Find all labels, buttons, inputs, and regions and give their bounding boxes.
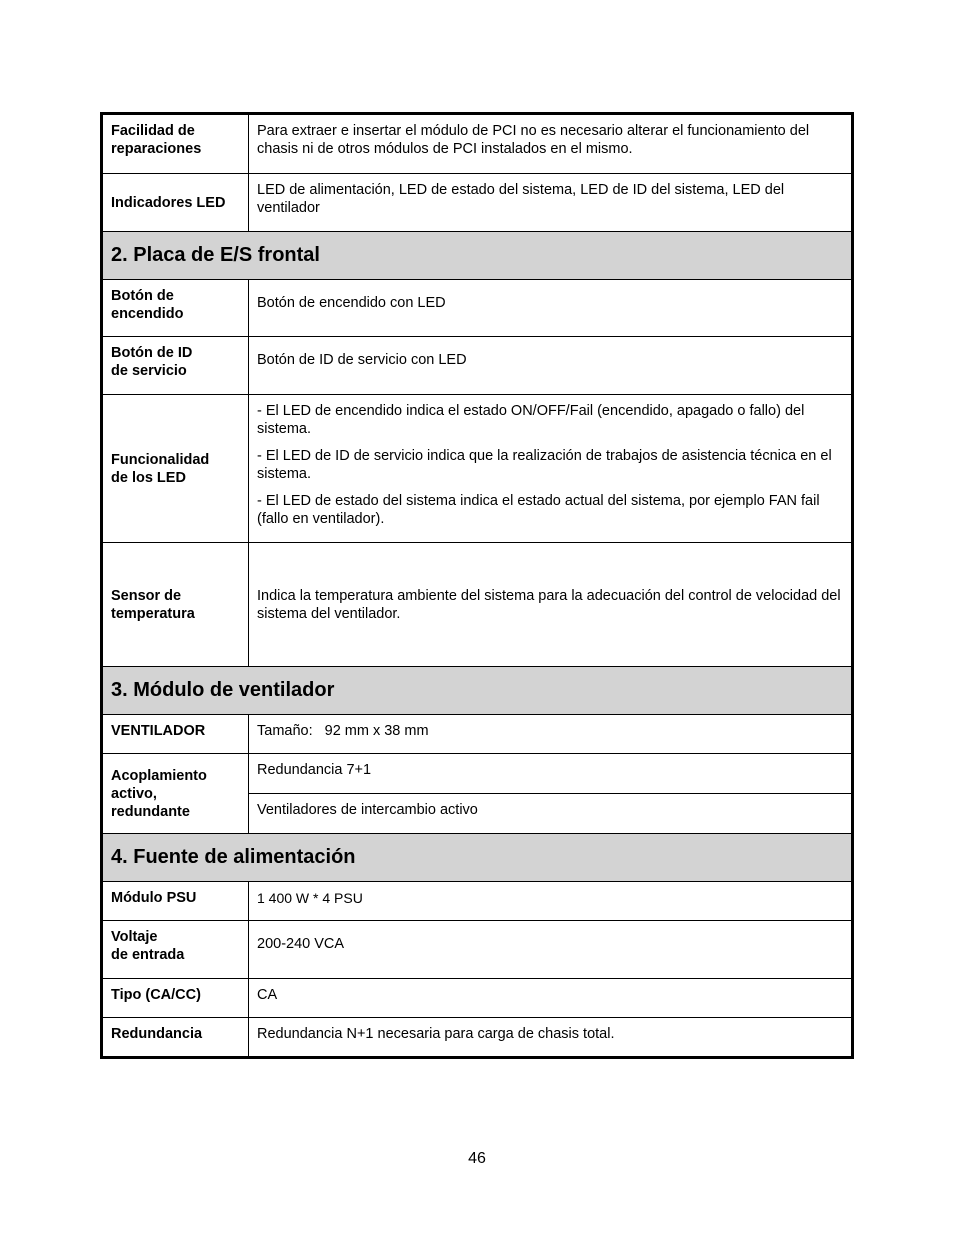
row-label — [103, 543, 249, 666]
spec-table — [100, 112, 854, 1059]
row-label: Tipo (CA/CC) — [103, 979, 249, 1017]
row-label — [103, 921, 249, 978]
row-temp-sensor — [103, 542, 851, 666]
row-redundant-coupling — [103, 753, 851, 833]
row-value: Botón de ID de servicio con LED — [257, 352, 467, 368]
label-line: Facilidad de — [111, 123, 195, 139]
row-led-indicators — [103, 173, 851, 231]
row-led-functions — [103, 394, 851, 542]
row-label: Módulo PSU — [103, 882, 249, 920]
row-value: 1 400 W * 4 PSU — [257, 890, 363, 906]
row-fan — [103, 714, 851, 753]
row-input-voltage — [103, 920, 851, 978]
row-type — [103, 978, 851, 1017]
row-value: Redundancia N+1 necesaria para carga de chasis total. — [257, 1026, 615, 1042]
row-redundancy — [103, 1017, 851, 1056]
label-line: de entrada — [111, 947, 185, 963]
label-line: temperatura — [111, 605, 195, 622]
label-line: Botón de — [111, 288, 174, 304]
row-value: Para extraer e insertar el módulo de PCI no es necesario alterar el funcionamiento del chasis ni de otros módulos de PCI instalados en el mismo. — [257, 123, 810, 157]
row-serviceability — [103, 115, 851, 173]
label-line: Botón de ID — [111, 345, 193, 361]
row-label: Redundancia — [103, 1018, 249, 1056]
label-line: encendido — [111, 306, 184, 322]
section-title-power-supply: 4. Fuente de alimentación — [103, 833, 851, 881]
label-line: Sensor de — [111, 587, 182, 604]
row-label: VENTILADOR — [103, 715, 249, 753]
row-value — [249, 395, 851, 542]
row-value: LED de alimentación, LED de estado del sistema, LED de ID del sistema, LED del ventilador — [257, 182, 785, 216]
label-line: redundante — [111, 803, 190, 820]
row-label — [103, 337, 249, 394]
row-value: Indica la temperatura ambiente del sistema para la adecuación del control de velocidad del sistema del ventilador. — [257, 587, 841, 622]
label-line: Voltaje — [111, 929, 158, 945]
section-title-front-io: 2. Placa de E/S frontal — [103, 231, 851, 279]
label-line: de los LED — [111, 469, 186, 486]
row-value: CA — [257, 987, 278, 1003]
row-value: 200-240 VCA — [257, 936, 345, 952]
row-value — [249, 715, 851, 753]
row-value-split — [249, 754, 851, 833]
label-line: de servicio — [111, 363, 187, 379]
label-line: reparaciones — [111, 141, 202, 157]
fan-size-value: 92 mm x 38 mm — [324, 723, 429, 739]
fan-size-label: Tamaño: — [257, 723, 313, 739]
row-label — [103, 115, 249, 173]
page-number: 46 — [468, 1150, 486, 1167]
led-function-item: - El LED de ID de servicio indica que la realización de trabajos de asistencia técnica en el sistema. — [257, 448, 832, 482]
led-function-item: - El LED de encendido indica el estado ON/OFF/Fail (encendido, apagado o fallo) del sistema. — [257, 403, 805, 437]
section-title-fan-module: 3. Módulo de ventilador — [103, 666, 851, 714]
row-id-button — [103, 336, 851, 394]
row-label — [103, 280, 249, 336]
row-value: Ventiladores de intercambio activo — [249, 793, 851, 833]
led-function-item: - El LED de estado del sistema indica el estado actual del sistema, por ejemplo FAN fail (fallo en ventilador). — [257, 493, 820, 527]
label-line: Funcionalidad — [111, 451, 210, 468]
row-label — [103, 754, 249, 833]
label-line: Acoplamiento — [111, 767, 207, 784]
row-value: Botón de encendido con LED — [257, 295, 446, 311]
row-psu — [103, 881, 851, 920]
label-line: activo, — [111, 785, 157, 802]
row-power-button — [103, 279, 851, 336]
row-value: Redundancia 7+1 — [257, 762, 372, 778]
row-label — [103, 395, 249, 542]
row-label: Indicadores LED — [103, 174, 249, 231]
